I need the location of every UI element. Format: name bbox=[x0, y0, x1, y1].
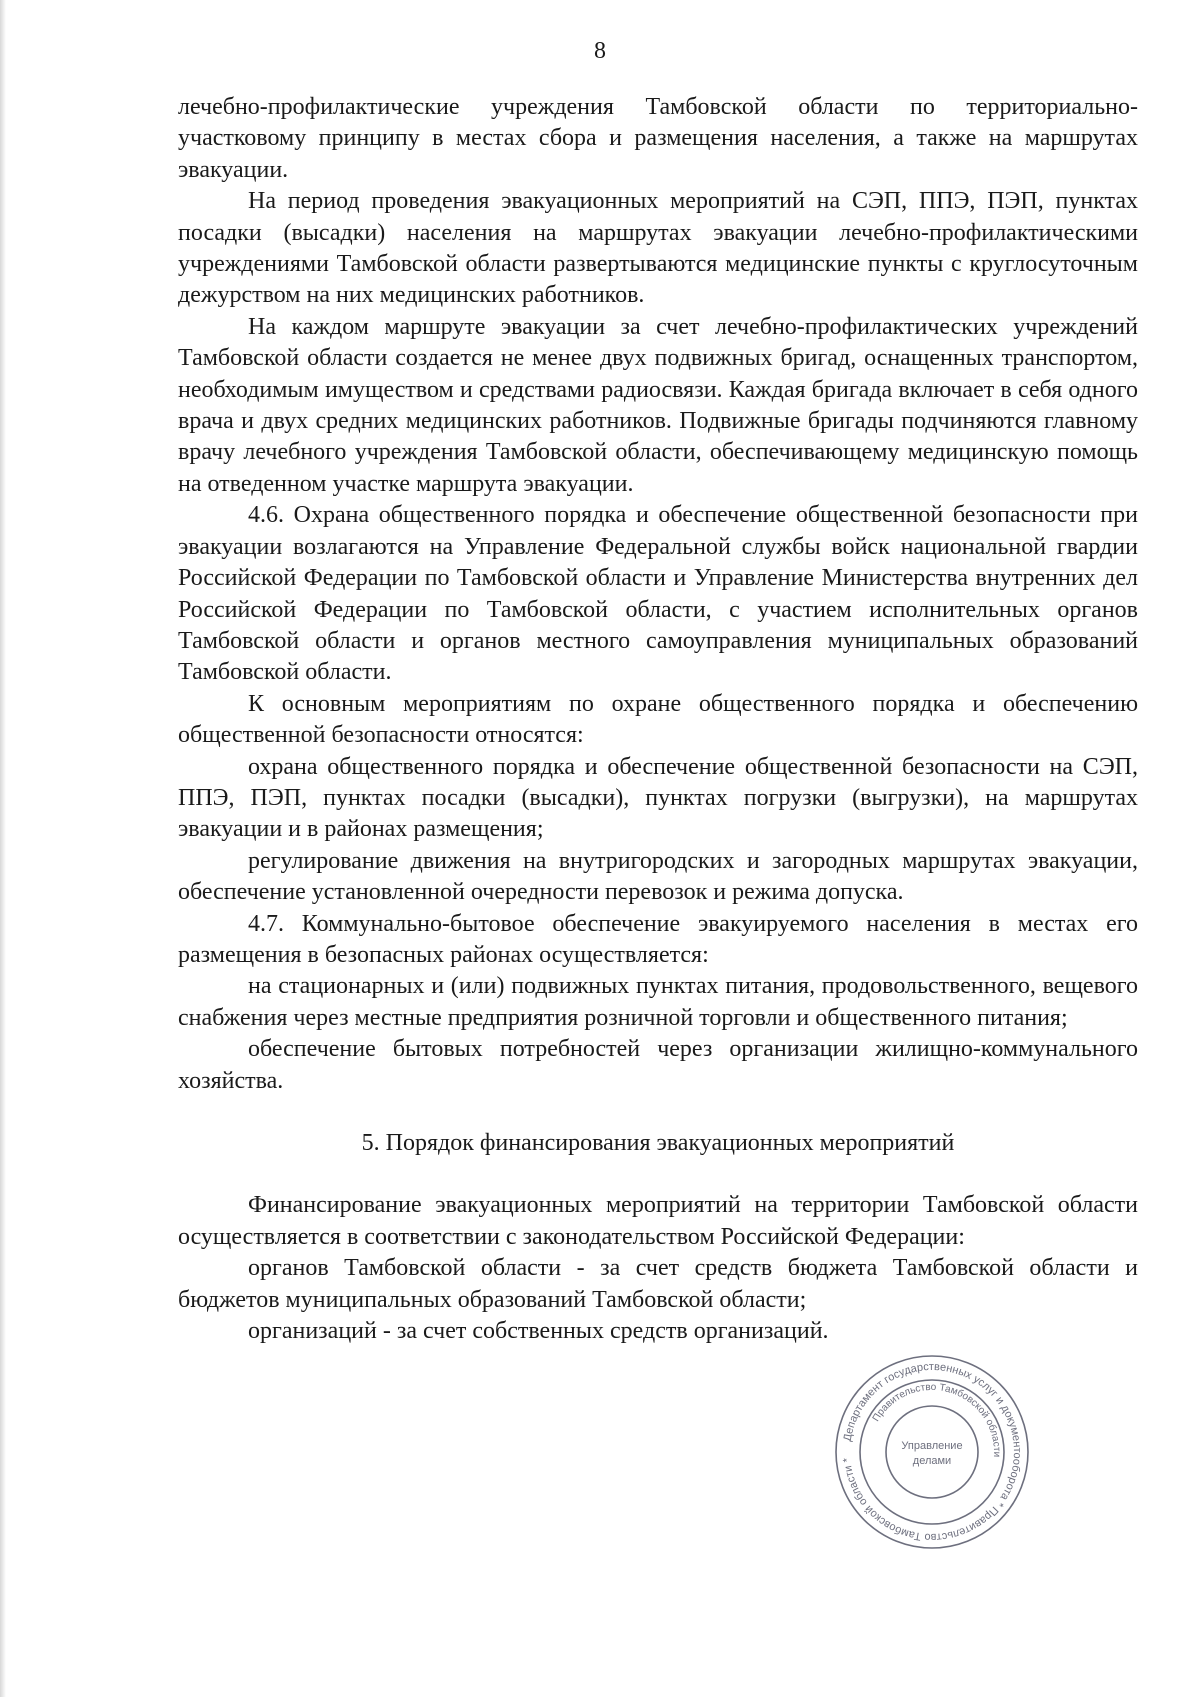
paragraph: охрана общественного порядка и обеспечение общественной безопасности на СЭП, ППЭ, ПЭП, пунктах посадки (высадки), пунктах погрузки (выгрузки), на маршрутах эвакуации и в районах размещения; bbox=[178, 753, 1138, 843]
paragraph: органов Тамбовской области - за счет средств бюджета Тамбовской области и бюджетов муниципальных образований Тамбовской области; bbox=[178, 1255, 1138, 1313]
paragraph: На каждом маршруте эвакуации за счет лечебно-профилактических учреждений Тамбовской области создается не менее двух подвижных бригад, оснащенных транспортом, необходимым имуществом и средствами радиосвязи. Каждая бригада включает в себя одного врача и двух средних медицинских работников. Подвижные бригады подчиняются главному врачу лечебного учреждения Тамбовской области, обеспечивающему медицинскую помощь на отведенном участке маршрута эвакуации. bbox=[178, 313, 1138, 497]
paragraph: Финансирование эвакуационных мероприятий на территории Тамбовской области осуществляется в соответствии с законодательством Российской Федерации: bbox=[178, 1192, 1138, 1250]
stamp-center-line-2: делами bbox=[912, 1455, 952, 1467]
document-body bbox=[178, 92, 1138, 1347]
paragraph: лечебно-профилактические учреждения Тамбовской области по территориально-участковому принципу в местах сбора и размещения населения, а также на маршрутах эвакуации. bbox=[178, 94, 1138, 183]
paragraph: организаций - за счет собственных средств организаций. bbox=[248, 1318, 829, 1345]
paragraph: на стационарных и (или) подвижных пунктах питания, продовольственного, вещевого снабжения через местные предприятия розничной торговли и общественного питания; bbox=[178, 973, 1138, 1031]
paragraph: На период проведения эвакуационных мероприятий на СЭП, ППЭ, ПЭП, пунктах посадки (высадки) населения на маршрутах эвакуации лечебно-профилактическими учреждениями Тамбовской области развертываются медицинские пункты с круглосуточным дежурством на них медицинских работников. bbox=[178, 188, 1138, 309]
stamp-center-line-1: Управление bbox=[901, 1440, 963, 1452]
stamp-inner-circle bbox=[886, 1406, 978, 1498]
paragraphs-after-heading bbox=[178, 1190, 1138, 1347]
official-seal-stamp bbox=[832, 1352, 1032, 1552]
paragraph: обеспечение бытовых потребностей через организации жилищно-коммунального хозяйства. bbox=[178, 1036, 1138, 1094]
stamp-inner-textpath: Правительство Тамбовской области bbox=[870, 1381, 1003, 1458]
stamp-outer-textpath: Департамент государственных услуг и документооборота * Правительство Тамбовской области * bbox=[841, 1360, 1024, 1544]
scan-edge-shadow bbox=[0, 0, 6, 1697]
paragraphs-before-heading bbox=[178, 92, 1138, 1097]
section-heading: 5. Порядок финансирования эвакуационных мероприятий bbox=[361, 1130, 955, 1156]
paragraph: регулирование движения на внутригородских и загородных маршрутах эвакуации, обеспечение установленной очередности перевозок и режима допуска. bbox=[178, 847, 1138, 906]
paragraph: 4.7. Коммунально-бытовое обеспечение эвакуируемого населения в местах его размещения в безопасных районах осуществляется: bbox=[178, 910, 1138, 968]
page-number: 8 bbox=[594, 38, 606, 64]
stamp-middle-circle bbox=[860, 1380, 1004, 1524]
paragraph: 4.6. Охрана общественного порядка и обеспечение общественной безопасности при эвакуации возлагаются на Управление Федеральной службы войск национальной гвардии Российской Федерации по Тамбовской области и Управление Министерства внутренних дел Российской Федерации по Тамбовской области, с участием исполнительных органов Тамбовской области и органов местного самоуправления муниципальных образований Тамбовской области. bbox=[178, 502, 1138, 686]
paragraph: К основным мероприятиям по охране общественного порядка и обеспечению общественной безопасности относятся: bbox=[178, 690, 1138, 749]
